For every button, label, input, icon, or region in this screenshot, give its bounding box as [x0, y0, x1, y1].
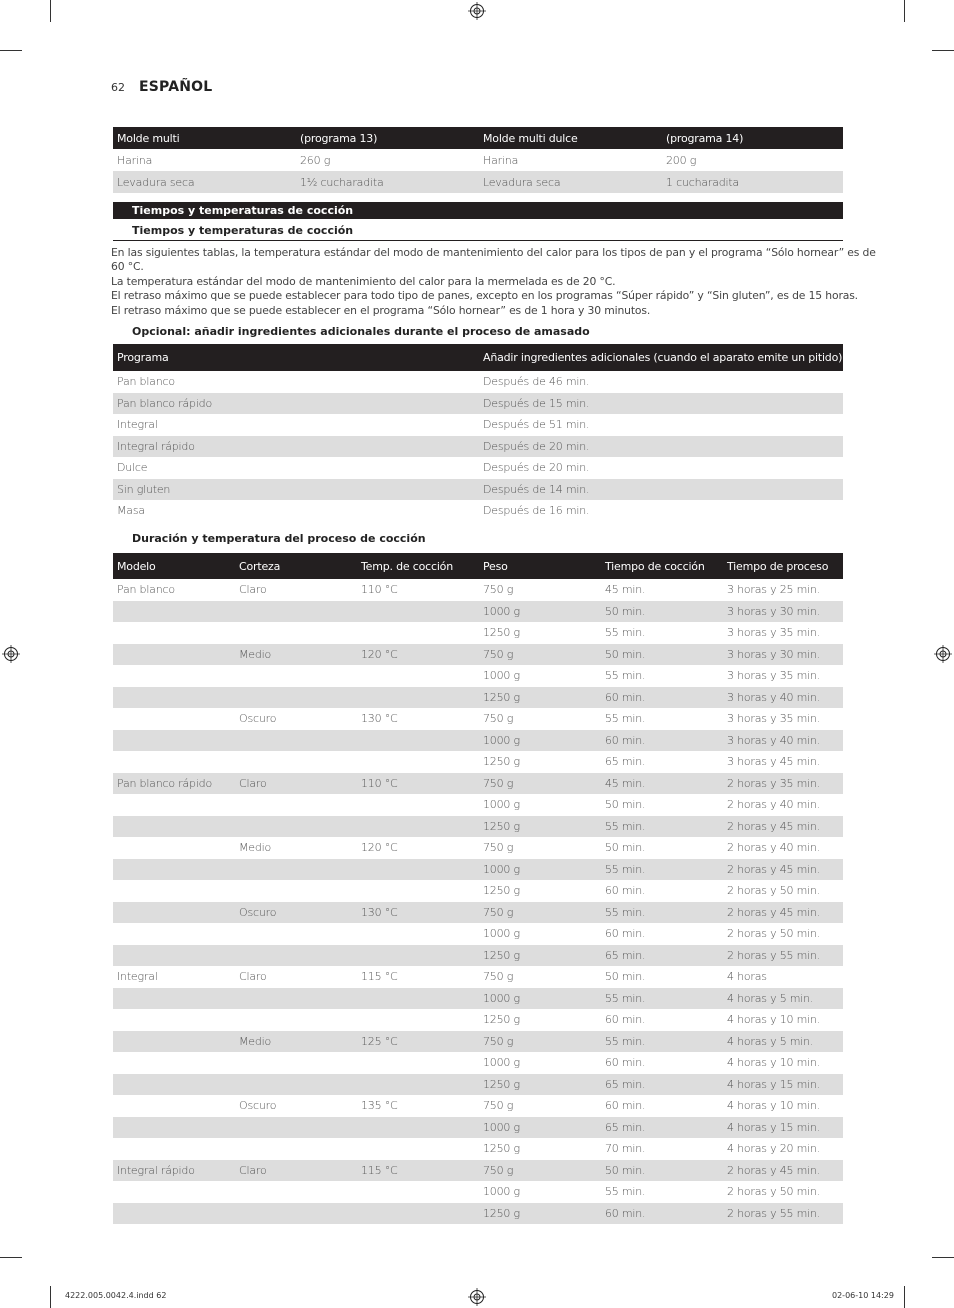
- table-cell: 4 horas y 20 min.: [727, 1142, 821, 1156]
- table-cell: 65 min.: [605, 1077, 646, 1091]
- table-cell: 60 min.: [605, 690, 646, 704]
- optional-ingredients-table: [113, 344, 843, 522]
- table-cell: [357, 1052, 479, 1074]
- table-header-row: [113, 344, 843, 371]
- table-cell: 4 horas y 10 min.: [727, 1013, 821, 1027]
- table-cell: Oscuro: [239, 905, 277, 919]
- table-cell: [357, 880, 479, 902]
- table-cell: 200 g: [666, 153, 697, 167]
- table-row: [113, 859, 843, 881]
- table-cell: Pan blanco: [117, 583, 175, 597]
- table-cell: 1250 g: [483, 626, 520, 640]
- table-cell: [113, 730, 235, 752]
- table-row: [113, 730, 843, 752]
- table-cell: 2 horas y 45 min.: [727, 1163, 821, 1177]
- table-cell: 45 min.: [605, 776, 646, 790]
- table-cell: 750 g: [483, 647, 514, 661]
- table-cell: [235, 945, 357, 967]
- table-cell: Claro: [239, 970, 267, 984]
- table-cell: [235, 1138, 357, 1160]
- table-cell: 1000 g: [483, 991, 520, 1005]
- table-cell: 2 horas y 55 min.: [727, 1206, 821, 1220]
- table-row: [113, 837, 843, 859]
- table-cell: 110 °C: [361, 583, 398, 597]
- table-cell: 55 min.: [605, 669, 646, 683]
- table-row: [113, 1138, 843, 1160]
- crop-mark: [932, 50, 954, 51]
- intro-paragraph: [111, 246, 876, 318]
- crop-mark: [904, 1286, 905, 1308]
- table-cell: [235, 1009, 357, 1031]
- table-cell: 3 horas y 30 min.: [727, 647, 821, 661]
- table-cell: 50 min.: [605, 841, 646, 855]
- table-cell: 750 g: [483, 1034, 514, 1048]
- table-cell: Pan blanco: [117, 375, 175, 389]
- table-cell: [113, 1117, 235, 1139]
- paragraph-line: 60 °C.: [111, 260, 144, 274]
- table-cell: 50 min.: [605, 604, 646, 618]
- table-cell: [113, 794, 235, 816]
- table-cell: Harina: [117, 153, 153, 167]
- table-cell: [113, 902, 235, 924]
- table-cell: Integral: [117, 418, 158, 432]
- table-cell: 70 min.: [605, 1142, 646, 1156]
- table-row: [113, 500, 843, 522]
- table-row: [113, 1181, 843, 1203]
- table-row: [113, 708, 843, 730]
- crop-mark: [50, 0, 51, 22]
- table-header-cell: Temp. de cocción: [361, 559, 453, 573]
- table-cell: [113, 988, 235, 1010]
- table-cell: Después de 14 min.: [483, 482, 590, 496]
- table-row: [113, 393, 843, 415]
- optional-table-title: Opcional: añadir ingredientes adicionales durante el proceso de amasado: [132, 325, 590, 338]
- crop-mark: [0, 1257, 22, 1258]
- table-cell: 60 min.: [605, 733, 646, 747]
- table-cell: [357, 751, 479, 773]
- table-cell: [235, 880, 357, 902]
- table-cell: [235, 1074, 357, 1096]
- table-row: [113, 457, 843, 479]
- table-cell: [235, 923, 357, 945]
- table-row: [113, 644, 843, 666]
- table-cell: 3 horas y 40 min.: [727, 690, 821, 704]
- table-row: [113, 171, 843, 193]
- table-cell: [235, 622, 357, 644]
- table-cell: [113, 837, 235, 859]
- table-cell: [113, 923, 235, 945]
- table-cell: 65 min.: [605, 948, 646, 962]
- table-cell: 1000 g: [483, 862, 520, 876]
- table-cell: [235, 794, 357, 816]
- table-cell: Pan blanco rápido: [117, 396, 212, 410]
- table-cell: [235, 1203, 357, 1225]
- table-cell: [357, 1181, 479, 1203]
- table-cell: Después de 20 min.: [483, 439, 590, 453]
- table-cell: [357, 1138, 479, 1160]
- paragraph-line: El retraso máximo que se puede establecer para todo tipo de panes, excepto en los programas “Súper rápido” y “Sin gluten”, es de 15 horas.: [111, 289, 858, 303]
- table-cell: Oscuro: [239, 712, 277, 726]
- table-cell: 50 min.: [605, 1163, 646, 1177]
- table-cell: 1250 g: [483, 948, 520, 962]
- section-title-bar: Tiempos y temperaturas de cocción: [113, 202, 843, 219]
- table-cell: 2 horas y 50 min.: [727, 927, 821, 941]
- table-cell: 55 min.: [605, 905, 646, 919]
- table-cell: 3 horas y 45 min.: [727, 755, 821, 769]
- table-cell: 1250 g: [483, 1206, 520, 1220]
- registration-mark-icon: [468, 2, 486, 20]
- table-row: [113, 479, 843, 501]
- table-row: [113, 414, 843, 436]
- table-cell: 1250 g: [483, 884, 520, 898]
- table-cell: 4 horas y 15 min.: [727, 1077, 821, 1091]
- table-cell: [113, 751, 235, 773]
- table-cell: [357, 794, 479, 816]
- table-cell: 4 horas y 5 min.: [727, 991, 814, 1005]
- paragraph-line: En las siguientes tablas, la temperatura estándar del modo de mantenimiento del calor para los tipos de pan y el programa “Sólo hornear” es de: [111, 246, 876, 259]
- table-cell: 3 horas y 35 min.: [727, 626, 821, 640]
- table-header-cell: Molde multi dulce: [483, 131, 578, 145]
- table-cell: 1000 g: [483, 798, 520, 812]
- table-cell: 3 horas y 40 min.: [727, 733, 821, 747]
- table-cell: 4 horas y 10 min.: [727, 1056, 821, 1070]
- table-cell: Medio: [239, 841, 272, 855]
- table-cell: 750 g: [483, 1163, 514, 1177]
- table-row: [113, 1203, 843, 1225]
- table-cell: 60 min.: [605, 927, 646, 941]
- table-cell: [235, 1052, 357, 1074]
- table-cell: 55 min.: [605, 1185, 646, 1199]
- table-cell: Dulce: [117, 461, 148, 475]
- table-row: [113, 966, 843, 988]
- table-cell: 60 min.: [605, 1013, 646, 1027]
- table-cell: 1000 g: [483, 1185, 520, 1199]
- table-cell: 55 min.: [605, 626, 646, 640]
- registration-mark-icon: [934, 645, 952, 663]
- table-cell: Medio: [239, 1034, 272, 1048]
- table-cell: [357, 687, 479, 709]
- table-cell: 1000 g: [483, 1120, 520, 1134]
- table-row: [113, 687, 843, 709]
- table-cell: Después de 46 min.: [483, 375, 590, 389]
- table-header-cell: (programa 14): [666, 131, 744, 145]
- table-cell: [357, 923, 479, 945]
- table-cell: [357, 1203, 479, 1225]
- table-cell: 55 min.: [605, 712, 646, 726]
- table-cell: Masa: [117, 504, 145, 518]
- table-cell: 4 horas y 5 min.: [727, 1034, 814, 1048]
- footer-date-info: 02-06-10 14:29: [832, 1291, 894, 1300]
- section-subtitle: Tiempos y temperaturas de cocción: [132, 224, 354, 237]
- table-cell: 750 g: [483, 583, 514, 597]
- table-cell: Medio: [239, 647, 272, 661]
- table-cell: Harina: [483, 153, 519, 167]
- table-cell: [357, 1117, 479, 1139]
- table-cell: 2 horas y 45 min.: [727, 862, 821, 876]
- table-row: [113, 371, 843, 393]
- table-cell: 55 min.: [605, 862, 646, 876]
- table-cell: 2 horas y 45 min.: [727, 819, 821, 833]
- table-cell: 2 horas y 55 min.: [727, 948, 821, 962]
- table-cell: 60 min.: [605, 1056, 646, 1070]
- table-cell: 4 horas: [727, 970, 767, 984]
- table-cell: 2 horas y 50 min.: [727, 884, 821, 898]
- table-cell: [235, 751, 357, 773]
- table-cell: 50 min.: [605, 647, 646, 661]
- table-cell: 115 °C: [361, 970, 398, 984]
- table-cell: [235, 859, 357, 881]
- table-row: [113, 988, 843, 1010]
- table-row: [113, 1160, 843, 1182]
- table-cell: Levadura seca: [117, 175, 195, 189]
- registration-mark-icon: [468, 1288, 486, 1306]
- table-cell: [113, 644, 235, 666]
- table-header-cell: Peso: [483, 559, 508, 573]
- table-cell: 2 horas y 45 min.: [727, 905, 821, 919]
- table-cell: 50 min.: [605, 798, 646, 812]
- table-cell: Sin gluten: [117, 482, 171, 496]
- crop-mark: [0, 50, 22, 51]
- table-cell: [113, 1052, 235, 1074]
- table-cell: [357, 816, 479, 838]
- table-cell: 2 horas y 40 min.: [727, 841, 821, 855]
- table-cell: 750 g: [483, 776, 514, 790]
- table-cell: 65 min.: [605, 755, 646, 769]
- table-cell: [113, 665, 235, 687]
- table-cell: 2 horas y 50 min.: [727, 1185, 821, 1199]
- table-cell: Después de 20 min.: [483, 461, 590, 475]
- table-cell: 45 min.: [605, 583, 646, 597]
- table-cell: [113, 816, 235, 838]
- footer-file-info: 4222.005.0042.4.indd 62: [65, 1291, 167, 1300]
- table-row: [113, 1074, 843, 1096]
- table-row: [113, 1009, 843, 1031]
- table-cell: 115 °C: [361, 1163, 398, 1177]
- table-header-row: [113, 553, 843, 579]
- table-cell: [235, 988, 357, 1010]
- table-header-cell: Tiempo de cocción: [605, 559, 705, 573]
- table-cell: [113, 1181, 235, 1203]
- table-cell: Después de 15 min.: [483, 396, 590, 410]
- page-number: 62: [111, 81, 125, 94]
- table-cell: 130 °C: [361, 712, 398, 726]
- table-cell: 1000 g: [483, 604, 520, 618]
- table-cell: 2 horas y 35 min.: [727, 776, 821, 790]
- table-cell: [357, 988, 479, 1010]
- table-cell: 3 horas y 35 min.: [727, 669, 821, 683]
- table-cell: Claro: [239, 1163, 267, 1177]
- table-cell: 60 min.: [605, 1206, 646, 1220]
- table-cell: [357, 859, 479, 881]
- table-cell: [113, 687, 235, 709]
- crop-mark: [50, 1286, 51, 1308]
- table-cell: 1000 g: [483, 669, 520, 683]
- table-cell: [113, 859, 235, 881]
- table-header-cell: Añadir ingredientes adicionales (cuando el aparato emite un pitido): [483, 351, 843, 364]
- table-row: [113, 1117, 843, 1139]
- table-cell: 1250 g: [483, 819, 520, 833]
- table-cell: 135 °C: [361, 1099, 398, 1113]
- table-cell: 1250 g: [483, 1013, 520, 1027]
- table-cell: [235, 665, 357, 687]
- table-cell: [113, 1138, 235, 1160]
- table-cell: 3 horas y 30 min.: [727, 604, 821, 618]
- table-cell: 4 horas y 10 min.: [727, 1099, 821, 1113]
- table-cell: [113, 1031, 235, 1053]
- table-cell: [357, 665, 479, 687]
- table-cell: 2 horas y 40 min.: [727, 798, 821, 812]
- table-cell: [357, 601, 479, 623]
- crop-mark: [904, 0, 905, 22]
- table-cell: [113, 1009, 235, 1031]
- table-cell: [235, 1181, 357, 1203]
- table-cell: 55 min.: [605, 819, 646, 833]
- table-cell: [357, 1009, 479, 1031]
- table-cell: [235, 816, 357, 838]
- table-cell: 1250 g: [483, 1142, 520, 1156]
- table-cell: 1000 g: [483, 927, 520, 941]
- duration-table-title: Duración y temperatura del proceso de cocción: [132, 532, 426, 545]
- table-cell: 125 °C: [361, 1034, 398, 1048]
- table-cell: 750 g: [483, 970, 514, 984]
- table-cell: 750 g: [483, 1099, 514, 1113]
- table-cell: [235, 601, 357, 623]
- table-cell: 55 min.: [605, 1034, 646, 1048]
- table-cell: Integral rápido: [117, 1163, 195, 1177]
- table-row: [113, 622, 843, 644]
- table-cell: 1250 g: [483, 1077, 520, 1091]
- table-cell: 750 g: [483, 905, 514, 919]
- table-row: [113, 601, 843, 623]
- table-cell: 750 g: [483, 841, 514, 855]
- table-cell: [235, 687, 357, 709]
- section-divider: [113, 240, 843, 241]
- table-cell: [357, 730, 479, 752]
- table-cell: [113, 1074, 235, 1096]
- table-header-cell: Modelo: [117, 559, 156, 573]
- table-cell: [235, 1117, 357, 1139]
- table-cell: 1250 g: [483, 755, 520, 769]
- table-cell: 1000 g: [483, 1056, 520, 1070]
- table-cell: 60 min.: [605, 1099, 646, 1113]
- table-row: [113, 902, 843, 924]
- page-language-title: ESPAÑOL: [139, 79, 213, 95]
- table-cell: 3 horas y 25 min.: [727, 583, 821, 597]
- table-cell: [357, 1074, 479, 1096]
- table-cell: 55 min.: [605, 991, 646, 1005]
- table-cell: Oscuro: [239, 1099, 277, 1113]
- table-cell: 130 °C: [361, 905, 398, 919]
- table-row: [113, 794, 843, 816]
- registration-mark-icon: [2, 645, 20, 663]
- table-header-cell: Tiempo de proceso: [727, 559, 829, 573]
- table-cell: [113, 880, 235, 902]
- table-cell: Claro: [239, 776, 267, 790]
- table-cell: 260 g: [300, 153, 331, 167]
- table-cell: [113, 1095, 235, 1117]
- table-row: [113, 816, 843, 838]
- table-header-cell: Programa: [117, 351, 169, 364]
- ingredients-table: [113, 127, 843, 193]
- table-cell: 4 horas y 15 min.: [727, 1120, 821, 1134]
- table-row: [113, 1095, 843, 1117]
- paragraph-line: El retraso máximo que se puede establecer en el programa “Sólo hornear” es de 1 hora y 30 minutos.: [111, 303, 651, 317]
- table-cell: Levadura seca: [483, 175, 561, 189]
- table-cell: Integral: [117, 970, 158, 984]
- table-cell: Pan blanco rápido: [117, 776, 212, 790]
- table-cell: [113, 945, 235, 967]
- table-cell: 1000 g: [483, 733, 520, 747]
- table-row: [113, 923, 843, 945]
- table-row: [113, 1031, 843, 1053]
- paragraph-line: La temperatura estándar del modo de mantenimiento del calor para la mermelada es de 20 °C.: [111, 274, 616, 288]
- table-row: [113, 773, 843, 795]
- table-cell: [357, 945, 479, 967]
- table-row: [113, 579, 843, 601]
- table-cell: 65 min.: [605, 1120, 646, 1134]
- table-cell: 750 g: [483, 712, 514, 726]
- table-cell: [235, 730, 357, 752]
- table-row: [113, 665, 843, 687]
- table-cell: [113, 601, 235, 623]
- table-cell: 50 min.: [605, 970, 646, 984]
- table-cell: [113, 1203, 235, 1225]
- table-cell: [113, 708, 235, 730]
- table-header-cell: Molde multi: [117, 131, 180, 145]
- table-cell: Integral rápido: [117, 439, 195, 453]
- crop-mark: [932, 1257, 954, 1258]
- table-cell: [357, 622, 479, 644]
- table-cell: 60 min.: [605, 884, 646, 898]
- cooking-duration-table: [113, 553, 843, 1224]
- table-cell: Claro: [239, 583, 267, 597]
- table-cell: Después de 16 min.: [483, 504, 590, 518]
- table-header-row: [113, 127, 843, 149]
- table-row: [113, 945, 843, 967]
- table-row: [113, 751, 843, 773]
- table-cell: [113, 622, 235, 644]
- table-cell: 1 cucharadita: [666, 175, 740, 189]
- table-cell: Después de 51 min.: [483, 418, 590, 432]
- table-cell: 120 °C: [361, 647, 398, 661]
- table-cell: 3 horas y 35 min.: [727, 712, 821, 726]
- table-cell: 110 °C: [361, 776, 398, 790]
- table-header-cell: (programa 13): [300, 131, 378, 145]
- table-cell: 1½ cucharadita: [300, 175, 384, 189]
- table-row: [113, 436, 843, 458]
- table-cell: 120 °C: [361, 841, 398, 855]
- table-row: [113, 149, 843, 171]
- table-row: [113, 1052, 843, 1074]
- table-header-cell: Corteza: [239, 559, 281, 573]
- table-row: [113, 880, 843, 902]
- table-cell: 1250 g: [483, 690, 520, 704]
